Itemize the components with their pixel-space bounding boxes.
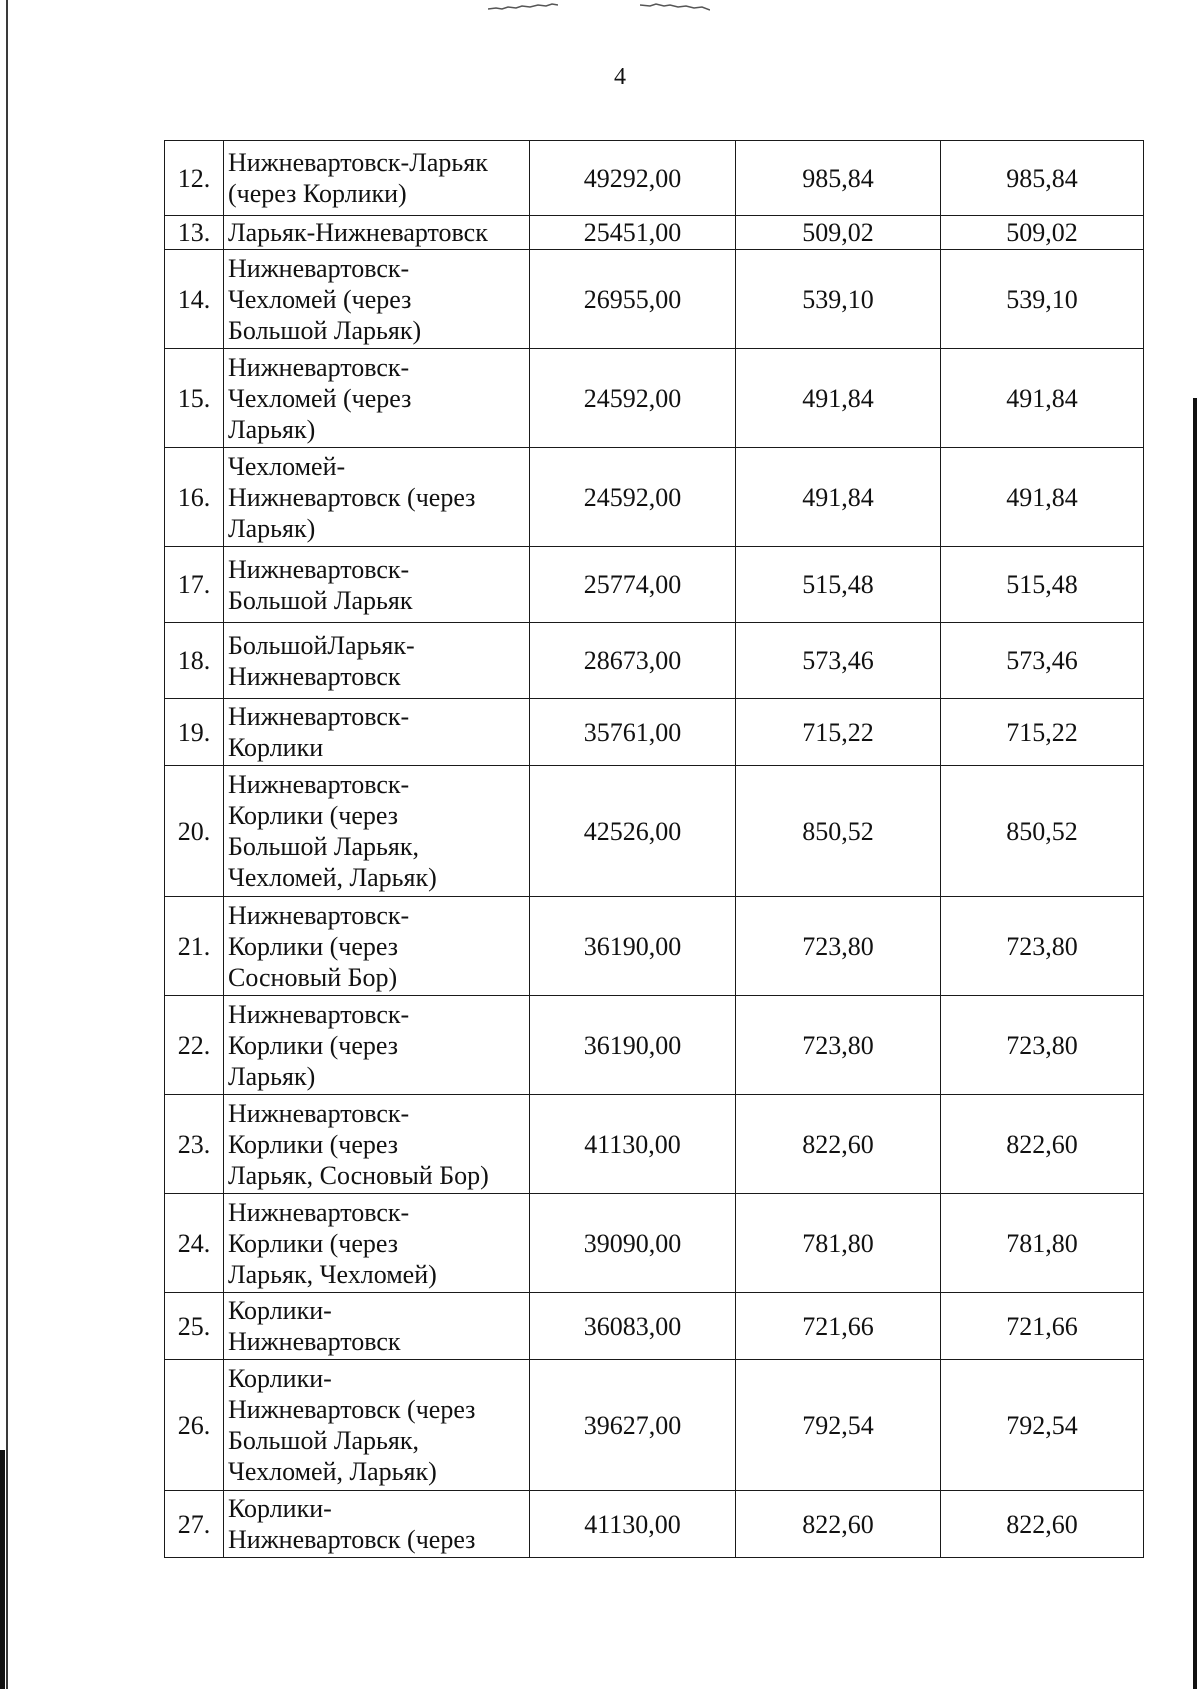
table-row (165, 1360, 1144, 1491)
value-cell-3: 822,60 (941, 1095, 1144, 1194)
route-line: Нижневартовск- (228, 770, 410, 799)
route-cell (224, 448, 530, 547)
row-number: 23. (165, 1095, 224, 1194)
row-number: 27. (165, 1491, 224, 1558)
route-line: Ларьяк) (228, 513, 316, 543)
route-cell (224, 897, 530, 996)
row-number: 26. (165, 1360, 224, 1491)
route-line: Нижневартовск (через (228, 1395, 476, 1424)
row-number: 16. (165, 448, 224, 547)
value-cell-2: 715,22 (736, 699, 941, 766)
route-line: Большой Ларьяк, (228, 1426, 419, 1455)
row-number: 22. (165, 996, 224, 1095)
table-row (165, 766, 1144, 897)
route-line: Ларьяк-Нижневартовск (228, 218, 488, 247)
value-cell-3: 715,22 (941, 699, 1144, 766)
value-cell-2: 723,80 (736, 996, 941, 1095)
table-row (165, 448, 1144, 547)
scan-left-edge-shadow (0, 1450, 5, 1689)
value-cell-1: 25451,00 (530, 216, 736, 250)
value-cell-1: 35761,00 (530, 699, 736, 766)
table-row (165, 623, 1144, 699)
table-row (165, 349, 1144, 448)
route-line: Нижневартовск (через (228, 482, 476, 512)
route-line: Чехломей, Ларьяк) (228, 863, 437, 892)
table-row (165, 996, 1144, 1095)
value-cell-3: 515,48 (941, 547, 1144, 623)
value-cell-3: 721,66 (941, 1293, 1144, 1360)
value-cell-3: 985,84 (941, 141, 1144, 216)
route-line: Нижневартовск (через (228, 1525, 476, 1554)
route-cell (224, 547, 530, 623)
row-number: 15. (165, 349, 224, 448)
table-row (165, 1194, 1144, 1293)
value-cell-1: 36083,00 (530, 1293, 736, 1360)
table-row (165, 1491, 1144, 1558)
route-line: Корлики (через (228, 931, 399, 961)
route-cell (224, 141, 530, 216)
route-cell (224, 1491, 530, 1558)
route-line: Корлики (через (228, 801, 399, 830)
route-line: Ларьяк, Сосновый Бор) (228, 1160, 489, 1190)
table-row (165, 250, 1144, 349)
scan-right-edge (1193, 398, 1197, 1689)
value-cell-3: 850,52 (941, 766, 1144, 897)
value-cell-1: 24592,00 (530, 349, 736, 448)
route-cell (224, 766, 530, 897)
value-cell-2: 985,84 (736, 141, 941, 216)
route-line: БольшойЛарьяк- (228, 630, 415, 660)
value-cell-1: 26955,00 (530, 250, 736, 349)
route-line: Большой Ларьяк, (228, 832, 419, 861)
route-line: Нижневартовск- (228, 702, 410, 731)
scan-noise-mark (488, 2, 558, 11)
value-cell-1: 41130,00 (530, 1095, 736, 1194)
route-line: Нижневартовск (228, 661, 401, 691)
value-cell-2: 721,66 (736, 1293, 941, 1360)
table-row (165, 897, 1144, 996)
row-number: 19. (165, 699, 224, 766)
value-cell-2: 822,60 (736, 1491, 941, 1558)
value-cell-3: 781,80 (941, 1194, 1144, 1293)
value-cell-2: 539,10 (736, 250, 941, 349)
value-cell-3: 723,80 (941, 996, 1144, 1095)
value-cell-2: 491,84 (736, 349, 941, 448)
value-cell-1: 41130,00 (530, 1491, 736, 1558)
route-line: Чехломей (через (228, 284, 412, 314)
value-cell-3: 491,84 (941, 349, 1144, 448)
value-cell-2: 792,54 (736, 1360, 941, 1491)
row-number: 21. (165, 897, 224, 996)
value-cell-3: 573,46 (941, 623, 1144, 699)
value-cell-3: 509,02 (941, 216, 1144, 250)
route-line: Чехломей (через (228, 383, 412, 413)
route-cell (224, 1194, 530, 1293)
value-cell-2: 822,60 (736, 1095, 941, 1194)
route-line: Корлики (через (228, 1030, 399, 1060)
value-cell-2: 491,84 (736, 448, 941, 547)
route-line: Нижневартовск- (228, 1098, 410, 1128)
route-cell (224, 996, 530, 1095)
route-line: Нижневартовск-Ларьяк (228, 148, 488, 177)
route-cell (224, 216, 530, 250)
value-cell-3: 539,10 (941, 250, 1144, 349)
page-number: 4 (614, 64, 626, 90)
value-cell-1: 24592,00 (530, 448, 736, 547)
route-line: Корлики (через (228, 1129, 399, 1159)
route-line: Большой Ларьяк (228, 585, 413, 615)
value-cell-1: 28673,00 (530, 623, 736, 699)
table-row (165, 547, 1144, 623)
value-cell-1: 39090,00 (530, 1194, 736, 1293)
value-cell-2: 723,80 (736, 897, 941, 996)
value-cell-3: 792,54 (941, 1360, 1144, 1491)
route-line: Нижневартовск- (228, 1197, 410, 1227)
row-number: 17. (165, 547, 224, 623)
tariff-table (164, 140, 1144, 1558)
row-number: 24. (165, 1194, 224, 1293)
route-line: Чехломей- (228, 451, 346, 481)
route-line: Ларьяк) (228, 1061, 316, 1091)
value-cell-1: 36190,00 (530, 996, 736, 1095)
row-number: 12. (165, 141, 224, 216)
route-line: Большой Ларьяк) (228, 315, 422, 345)
scan-noise-mark (640, 2, 710, 11)
route-line: Сосновый Бор) (228, 962, 398, 992)
route-cell (224, 1095, 530, 1194)
route-cell (224, 623, 530, 699)
value-cell-3: 723,80 (941, 897, 1144, 996)
value-cell-1: 49292,00 (530, 141, 736, 216)
route-line: Корлики- (228, 1364, 332, 1393)
route-line: Корлики (через (228, 1228, 399, 1258)
route-line: Корлики- (228, 1296, 332, 1325)
route-line: Нижневартовск- (228, 253, 410, 283)
value-cell-2: 509,02 (736, 216, 941, 250)
row-number: 13. (165, 216, 224, 250)
route-line: Нижневартовск- (228, 900, 410, 930)
route-line: Нижневартовск- (228, 999, 410, 1029)
route-line: Нижневартовск (228, 1327, 401, 1356)
row-number: 18. (165, 623, 224, 699)
route-line: Корлики- (228, 1494, 332, 1523)
table-row (165, 1095, 1144, 1194)
route-cell (224, 1293, 530, 1360)
value-cell-1: 39627,00 (530, 1360, 736, 1491)
value-cell-2: 515,48 (736, 547, 941, 623)
table-row (165, 216, 1144, 250)
value-cell-2: 573,46 (736, 623, 941, 699)
route-line: Нижневартовск- (228, 554, 410, 584)
table-row (165, 699, 1144, 766)
route-cell (224, 1360, 530, 1491)
route-line: Чехломей, Ларьяк) (228, 1457, 437, 1486)
row-number: 14. (165, 250, 224, 349)
route-cell (224, 349, 530, 448)
value-cell-3: 491,84 (941, 448, 1144, 547)
scan-left-edge (6, 0, 8, 1689)
route-line: Нижневартовск- (228, 352, 410, 382)
value-cell-1: 36190,00 (530, 897, 736, 996)
value-cell-1: 42526,00 (530, 766, 736, 897)
row-number: 25. (165, 1293, 224, 1360)
table-row (165, 141, 1144, 216)
route-line: (через Корлики) (228, 179, 407, 208)
route-cell (224, 250, 530, 349)
value-cell-1: 25774,00 (530, 547, 736, 623)
route-line: Корлики (228, 733, 324, 762)
route-cell (224, 699, 530, 766)
value-cell-3: 822,60 (941, 1491, 1144, 1558)
table-row (165, 1293, 1144, 1360)
value-cell-2: 850,52 (736, 766, 941, 897)
route-line: Ларьяк, Чехломей) (228, 1259, 437, 1289)
value-cell-2: 781,80 (736, 1194, 941, 1293)
row-number: 20. (165, 766, 224, 897)
route-line: Ларьяк) (228, 414, 316, 444)
